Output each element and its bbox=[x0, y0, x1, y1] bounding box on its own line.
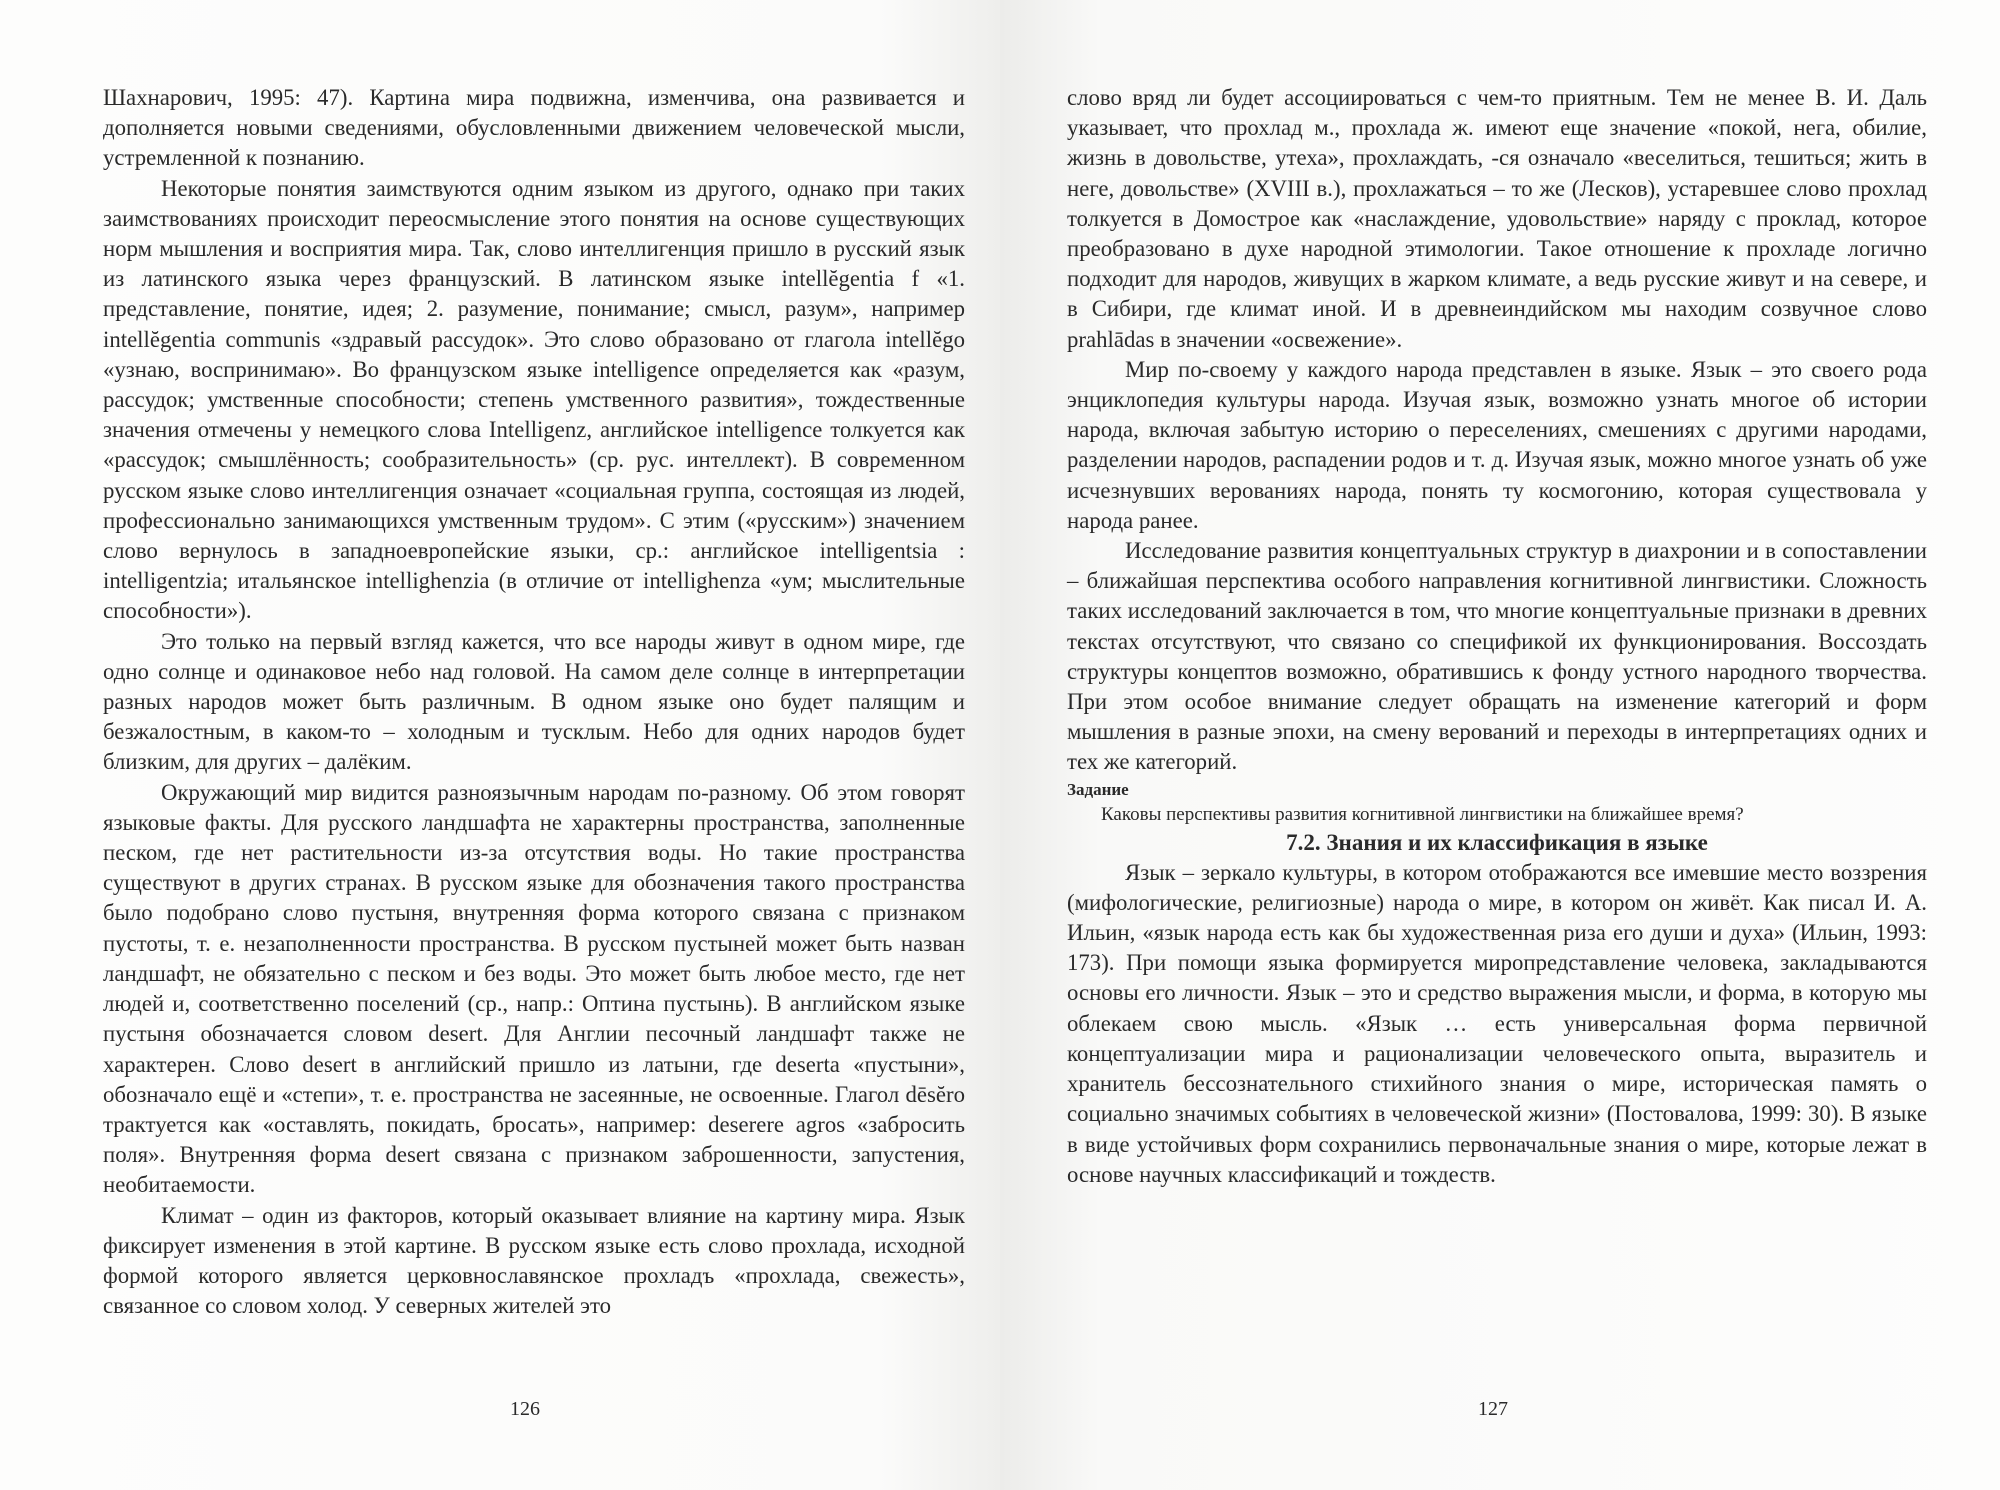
paragraph: Мир по-своему у каждого народа представлен в языке. Язык – это своего рода энциклопедия культуры народа. Изучая язык, возможно узнать многое об истории народа, включая забытую историю о переселениях, смешениях с другими народами, разделении народов, распадении родов и т. д. Изучая язык, можно многое узнать об уже исчезнувших верованиях народа, понять ту космогонию, которая существовала у народа ранее. bbox=[1067, 356, 1927, 533]
paragraph: слово вряд ли будет ассоциироваться с чем-то приятным. Тем не менее В. И. Даль указывает, что прохлад м., прохлада ж. имеют еще значение «покой, нега, обилие, жизнь в довольстве, утеха», прохлаждать, -ся означало «веселиться, тешиться; жить в неге, довольстве» (XVIII в.), прохлажаться – то же (Лесков), устаревшее слово прохлад толкуется в Домострое как «наслаждение, удовольствие» наряду с проклад, которое преобразовано в духе народной этимологии. Такое отношение к прохладе логично подходит для народов, живущих в жарком климате, а ведь русские живут и на севере, и в Сибири, где климат иной. И в древнеиндийском мы находим созвучное слово prahlādas в значении «освежение». bbox=[1067, 85, 1927, 352]
paragraph: Исследование развития концептуальных структур в диахронии и в сопоставлении – ближайшая перспектива особого направления когнитивной лингвистики. Сложность таких исследований заключается в том, что многие концептуальные признаки в древних текстах отсутствуют, что связано со спецификой их функционирования. Воссоздать структуры концептов возможно, обратившись к фонду устного народного творчества. При этом особое внимание следует обращать на изменение категорий и форм мышления в разные эпохи, на смену верований и переходы в интерпретациях одних и тех же категорий. bbox=[1067, 538, 1927, 775]
page-number: 127 bbox=[1478, 1398, 1508, 1420]
task-question: Каковы перспективы развития когнитивной лингвистики на ближайшее время? bbox=[1101, 803, 1744, 825]
left-page-text bbox=[103, 83, 965, 1321]
paragraph: Это только на первый взгляд кажется, что все народы живут в одном мире, где одно солнце и одинаковое небо над головой. На самом деле солнце в интерпретации разных народов может быть различным. В одном языке оно будет палящим и безжалостным, в каком-то – холодным и тусклым. Небо для одних народов будет близким, для других – далёким. bbox=[103, 628, 965, 775]
task-heading: Задание bbox=[1067, 779, 1129, 799]
right-page bbox=[1000, 0, 2000, 1490]
paragraph: Язык – зеркало культуры, в котором отображаются все имевшие место воззрения (мифологические, религиозные) народа о мире, в котором он живёт. Как писал И. А. Ильин, «язык народа есть как бы художественная риза его души и духа» (Ильин, 1993: 173). При помощи языка формируется миропредставление человека, закладываются основы его личности. Язык – это и средство выражения мысли, и форма, в которую мы облекаем свою мысль. «Язык … есть универсальная форма первичной концептуализации мира и рационализации человеческого опыта, выразитель и хранитель бессознательного стихийного знания о мире, историческая память о социально значимых событиях в человеческой жизни» (Постовалова, 1999: 30). В языке в виде устойчивых форм сохранились первоначальные знания о мире, которые лежат в основе научных классификаций и тождеств. bbox=[1067, 859, 1927, 1187]
paragraph: Окружающий мир видится разноязычным народам по-разному. Об этом говорят языковые факты. Для русского ландшафта не характерны пространства, заполненные песком, где нет растительности из-за отсутствия воды. Но такие пространства существуют в других странах. В русском языке для обозначения такого пространства было подобрано слово пустыня, внутренняя форма которого связана с признаком пустоты, т. е. незаполненности пространства. В русском пустыней может быть назван ландшафт, не обязательно с песком и без воды. Это может быть любое место, где нет людей и, соответственно поселений (ср., напр.: Оптина пустынь). В английском языке пустыня обозначается словом desert. Для Англии песочный ландшафт также не характерен. Слово desert в английский пришло из латыни, где deserta «пустыни», обозначало ещё и «степи», т. е. пространства не засеянные, не освоенные. Глагол dēsĕro трактуется как «оставлять, покидать, бросать», например: deserere agros «забросить поля». Внутренняя форма desert связана с признаком заброшенности, запустения, необитаемости. bbox=[103, 779, 965, 1198]
paragraph: Некоторые понятия заимствуются одним языком из другого, однако при таких заимствованиях происходит переосмысление этого понятия на основе существующих норм мышления и восприятия мира. Так, слово интеллигенция пришло в русский язык из латинского языка через французский. В латинском языке intellĕgentia f «1. представление, понятие, идея; 2. разумение, понимание; смысл, разум», например intellĕgentia communis «здравый рассудок». Это слово образовано от глагола intellĕgo «узнаю, воспринимаю». Во французском языке intelligence определяется как «разум, рассудок; умственные способности; степень умственного развития», тождественные значения отмечены у немецкого слова Intelligenz, английское intelligence толкуется как «рассудок; смышлённость; сообразительность» (ср. рус. интеллект). В современном русском языке слово интеллигенция означает «социальная группа, состоящая из людей, профессионально занимающихся умственным трудом». С этим («русским») значением слово вернулось в западноевропейские языки, ср.: английское intelligentsia : intelligentzia; итальянское intellighenzia (в отличие от intellighenza «ум; мыслительные способности»). bbox=[103, 175, 965, 624]
section-title: 7.2. Знания и их классификация в языке bbox=[1286, 829, 1708, 855]
paragraph: Климат – один из факторов, который оказывает влияние на картину мира. Язык фиксирует изменения в этой картине. В русском языке есть слово прохлада, исходной формой которого является церковнославянское прохладъ «прохлада, свежесть», связанное со словом холод. У северных жителей это bbox=[103, 1202, 965, 1319]
page-number: 126 bbox=[510, 1398, 540, 1420]
paragraph: Шахнарович, 1995: 47). Картина мира подвижна, изменчива, она развивается и дополняется новыми сведениями, обусловленными движением человеческой мысли, устремленной к познанию. bbox=[103, 85, 965, 171]
right-page-text bbox=[1067, 83, 1927, 1190]
